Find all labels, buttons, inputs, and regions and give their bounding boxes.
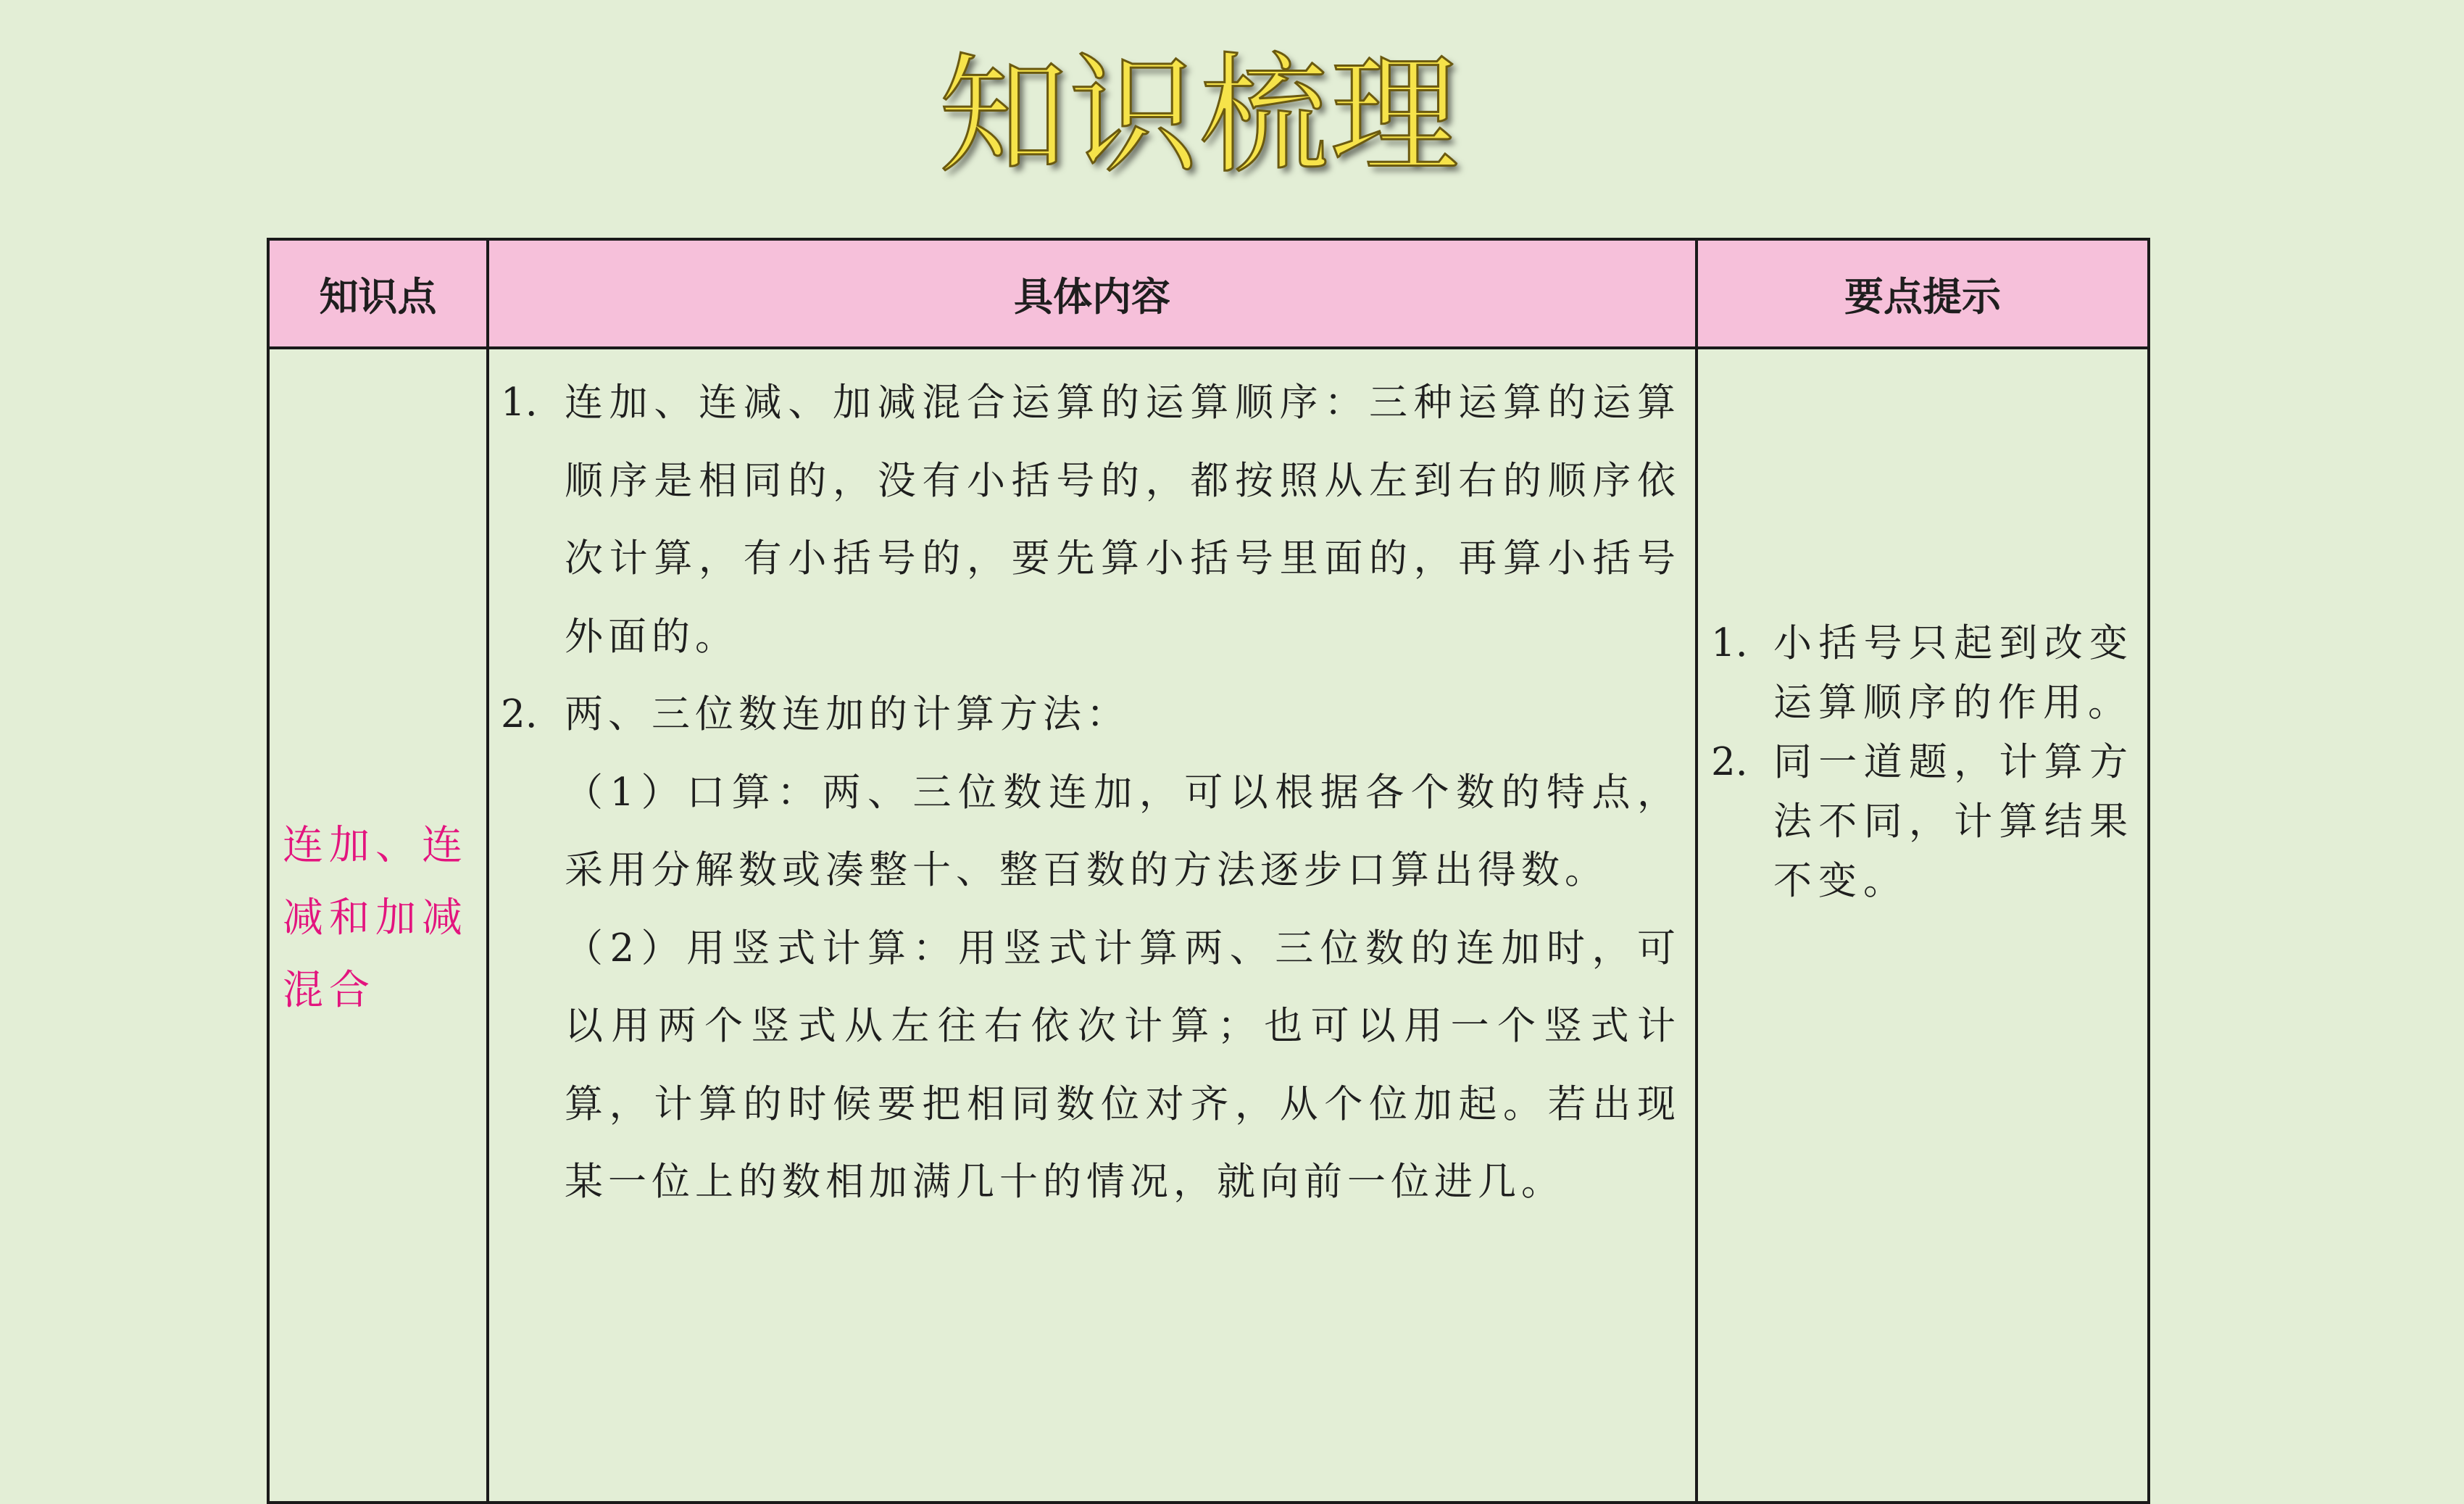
tip-item-1-number: 1. [1711,621,1748,665]
tip-item-2-text: 同一道题，计算方法不同，计算结果不变。 [1773,740,2134,903]
content-item-1-number: 1. [501,381,538,425]
content-item-2-number: 2. [501,692,538,736]
header-specific-content: 具体内容 [488,239,1697,348]
header-knowledge-point: 知识点 [268,239,488,348]
content-item-2-text: 两、三位数连加的计算方法： [565,692,1130,736]
content-subitem-vertical-calc: （2）用竖式计算：用竖式计算两、三位数的连加时，可以用两个竖式从左往右依次计算；也可以用一个竖式计算，计算的时候要把相同数位对齐，从个位加起。若出现某一位上的数相加满几十的情况，就向前一位进几。 [565,926,1681,1204]
content-item-1 [501,364,1681,676]
header-key-tips: 要点提示 [1697,239,2149,348]
topic-cell [268,348,488,1503]
knowledge-table [267,238,2150,1504]
tip-item-1 [1711,614,2134,733]
tip-item-1-text: 小括号只起到改变运算顺序的作用。 [1773,621,2134,725]
page-title: 知识梳理 [938,41,1460,191]
content-cell [488,348,1697,1503]
tip-item-2 [1711,733,2134,911]
table-row [268,348,2149,1503]
content-subitem-mental-calc: （1）口算：两、三位数连加，可以根据各个数的特点，采用分解数或凑整十、整百数的方法逐步口算出得数。 [565,770,1681,892]
tip-item-2-number: 2. [1711,740,1748,784]
content-item-1-text: 连加、连减、加减混合运算的运算顺序：三种运算的运算顺序是相同的，没有小括号的，都按照从左到右的顺序依次计算，有小括号的，要先算小括号里面的，再算小括号外面的。 [565,381,1681,659]
topic-label: 连加、连减和加减混合 [283,821,468,1014]
table-header-row [268,239,2149,348]
tips-cell [1697,348,2149,1503]
content-item-2 [501,676,1681,754]
